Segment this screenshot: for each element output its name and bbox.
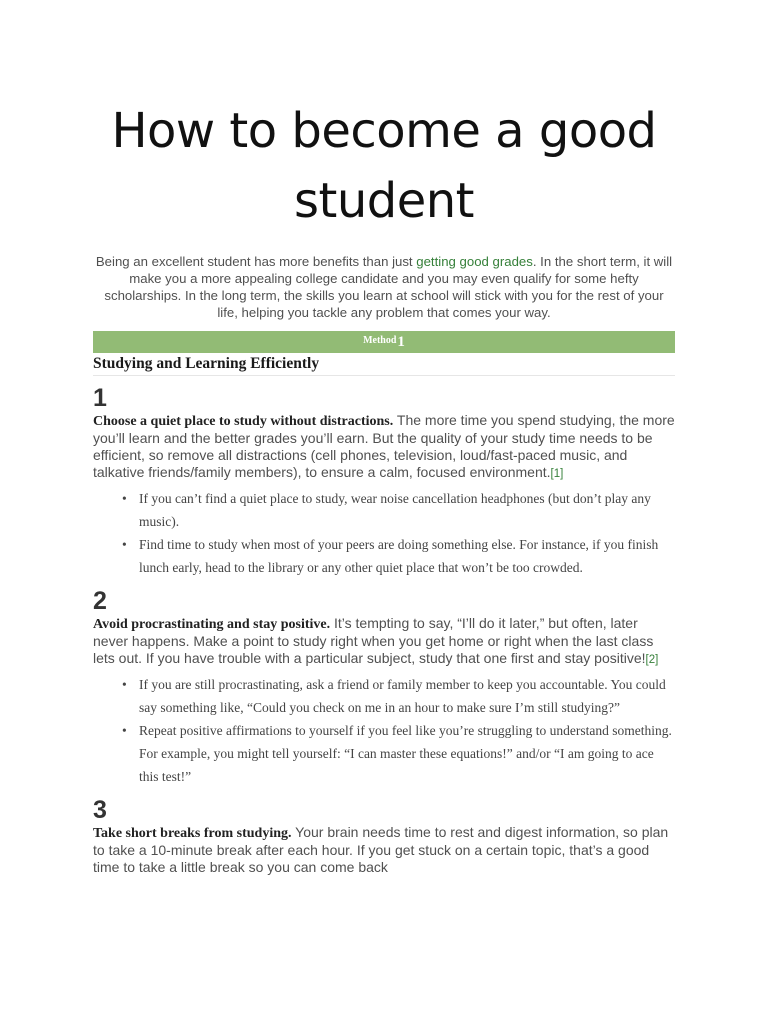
step-lead: Take short breaks from studying. — [93, 826, 292, 841]
method-label: Method — [363, 335, 397, 346]
step-paragraph — [93, 412, 675, 483]
step-number: 1 — [93, 384, 107, 412]
tip-item — [122, 487, 675, 533]
tip-text: If you can’t find a quiet place to study, wear noise cancellation headphones (but don’t play any music). — [139, 491, 651, 529]
tip-text: Find time to study when most of your peers are doing something else. For instance, if you finish lunch early, head to the library or any other quiet place that won’t be too crowded. — [139, 537, 659, 575]
bullet-dot-icon: • — [122, 677, 127, 692]
step-body: Your brain needs time to rest and digest information, so plan to take a 10-minute break after each hour. If you get stuck on a certain topic, that’s a good time to take a little break so you can come back — [93, 824, 669, 875]
bullet-dot-icon: • — [122, 723, 127, 738]
step-paragraph — [93, 824, 675, 876]
document-page — [93, 0, 675, 876]
step-lead: Avoid procrastinating and stay positive. — [93, 617, 331, 632]
reference-link[interactable]: [1] — [550, 468, 564, 480]
method-title: Studying and Learning Efficiently — [93, 355, 675, 376]
step-lead: Choose a quiet place to study without distractions. — [93, 414, 394, 429]
method-banner — [93, 331, 675, 353]
step-body: The more time you spend studying, the more you’ll learn and the better grades you’ll earn. But the quality of your study time needs to be efficient, so remove all distractions (cell phones, television, loud/fast-paced music, and talkative friends/family members), to ensure a calm, focused environment. — [93, 412, 675, 480]
intro-text-2: . In the short term, it will make you a more appealing college candidate and you may even qualify for some hefty scholarships. In the long term, the skills you learn at school will stick with you for the rest of your life, helping you tackle any problem that comes your way. — [104, 254, 673, 320]
tip-text: Repeat positive affirmations to yourself if you feel like you’re struggling to understand something. For example, you might tell yourself: “I can master these equations!” and/or “I am going to ace this test!” — [139, 723, 672, 784]
tip-text: If you are still procrastinating, ask a friend or family member to keep you accountable. You could say something like, “Could you check on me in an hour to make sure I’m still studying?” — [139, 677, 666, 715]
tip-item — [122, 719, 675, 788]
step-number: 2 — [93, 587, 107, 615]
document-title: How to become a good student — [111, 103, 657, 229]
bullet-dot-icon: • — [122, 537, 127, 552]
step-paragraph — [93, 615, 675, 669]
tips-list — [93, 487, 675, 579]
tips-list — [93, 673, 675, 788]
good-grades-link[interactable]: getting good grades — [416, 254, 533, 269]
step-number: 3 — [93, 796, 107, 824]
method-number: 1 — [397, 334, 405, 350]
intro-paragraph — [93, 253, 675, 321]
reference-link[interactable]: [2] — [645, 654, 659, 666]
bullet-dot-icon: • — [122, 491, 127, 506]
tip-item — [122, 673, 675, 719]
intro-text-1: Being an excellent student has more benefits than just — [95, 254, 417, 269]
tip-item — [122, 533, 675, 579]
step-body: It’s tempting to say, “I’ll do it later,” but often, later never happens. Make a point to study right when you get home or right when the last class lets out. If you have trouble with a particular subject, study that one first and stay positive! — [93, 615, 654, 666]
